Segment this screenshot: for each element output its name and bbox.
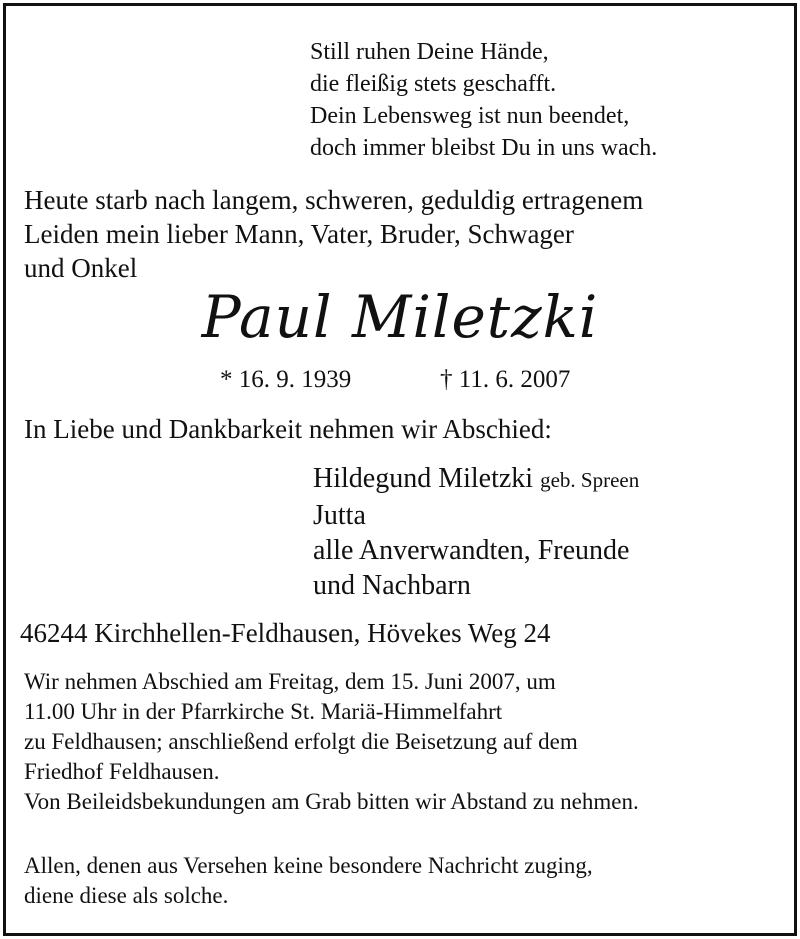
- mourner-line: alle Anverwandten, Freunde: [313, 535, 630, 566]
- announcement-line: Heute starb nach langem, schweren, geduldig ertragenem: [24, 185, 644, 215]
- deceased-name: Paul Miletzki: [201, 283, 599, 351]
- farewell-statement: In Liebe und Dankbarkeit nehmen wir Abschied:: [24, 414, 552, 444]
- poem-line: Still ruhen Deine Hände,: [310, 39, 549, 65]
- service-line: Wir nehmen Abschied am Freitag, dem 15. Juni 2007, um: [24, 669, 556, 694]
- service-line: zu Feldhausen; anschließend erfolgt die Beisetzung auf dem: [24, 729, 578, 754]
- mourners-list: [313, 461, 639, 603]
- funeral-service-info: [24, 667, 639, 817]
- poem-verse: [310, 36, 657, 164]
- closing-note: [24, 851, 593, 911]
- closing-line: Allen, denen aus Versehen keine besondere Nachricht zuging,: [24, 853, 593, 878]
- mourner-primary: [313, 461, 639, 498]
- birth-date: * 16. 9. 1939: [220, 366, 352, 393]
- announcement-line: Leiden mein lieber Mann, Vater, Bruder, Schwager: [24, 219, 574, 249]
- closing-line: diene diese als solche.: [24, 883, 229, 908]
- service-line: Friedhof Feldhausen.: [24, 759, 220, 784]
- service-line: Von Beileidsbekundungen am Grab bitten wir Abstand zu nehmen.: [24, 789, 639, 814]
- poem-line: doch immer bleibst Du in uns wach.: [310, 135, 658, 161]
- mourner-line: und Nachbarn: [313, 570, 471, 601]
- death-announcement: [24, 183, 643, 285]
- mourner-line: Jutta: [313, 500, 366, 531]
- mourner-maiden-name: geb. Spreen: [540, 468, 640, 492]
- mourner-primary-name: Hildegund Miletzki: [313, 463, 534, 494]
- announcement-line: und Onkel: [24, 253, 138, 283]
- death-date: † 11. 6. 2007: [440, 366, 571, 393]
- poem-line: Dein Lebensweg ist nun beendet,: [310, 103, 630, 129]
- family-address: 46244 Kirchhellen-Feldhausen, Hövekes Weg 24: [20, 618, 551, 648]
- service-line: 11.00 Uhr in der Pfarrkirche St. Mariä-Himmelfahrt: [24, 699, 503, 724]
- poem-line: die fleißig stets geschafft.: [310, 71, 557, 97]
